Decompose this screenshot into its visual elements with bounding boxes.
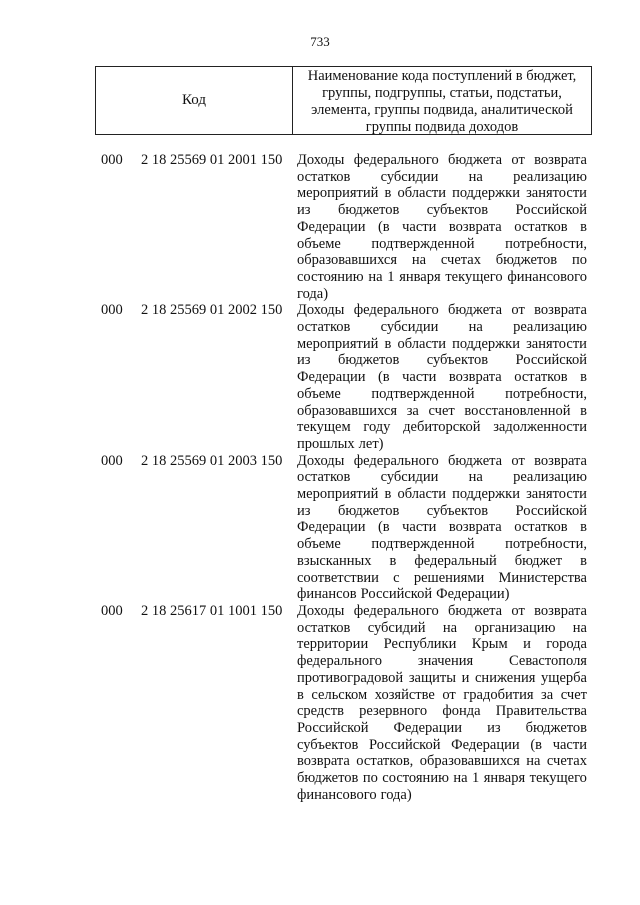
header-name-line: элемента, группы подвида, аналитической [311, 102, 573, 118]
revenue-code: 2 18 25569 01 2001 150 [141, 152, 283, 168]
name-line: остатков субсидии на реализацию [297, 168, 587, 185]
name-line: остатков субсидий на организацию на [297, 619, 587, 636]
name-line: бюджетов по состоянию на 1 января текущего [297, 770, 587, 787]
name-line: территории Республики Крым и города [297, 636, 587, 653]
name-line: мероприятий в области поддержки занятости [297, 486, 587, 503]
name-line: остатков субсидии на реализацию [297, 469, 587, 486]
header-table [95, 66, 592, 135]
name-line: в сельском хозяйстве от градобития за счет [297, 686, 587, 703]
name-line: финансового года) [297, 786, 412, 803]
revenue-code: 2 18 25617 01 1001 150 [141, 602, 283, 619]
header-code-label: Код [96, 67, 293, 134]
name-line: взысканных в федеральный бюджет в [297, 552, 587, 569]
name-line: противоградовой защиты и снижения ущерба [297, 669, 587, 686]
header-name-label [293, 67, 591, 134]
admin-code: 000 [101, 302, 123, 319]
name-line: Доходы федерального бюджета от возврата [297, 602, 587, 619]
name-line: остатков субсидии на реализацию [297, 319, 587, 336]
revenue-code: 2 18 25569 01 2002 150 [141, 302, 283, 319]
name-line: образовавшихся за счет восстановленной в [297, 402, 587, 419]
revenue-code-list [0, 152, 640, 803]
name-line: из бюджетов субъектов Российской [297, 202, 587, 219]
name-line: объеме подтвержденной потребности, [297, 536, 587, 553]
name-line: Федерации (в части возврата остатков в [297, 369, 587, 386]
name-line: возврата остатков, образовавшихся на счетах [297, 753, 587, 770]
name-line: года) [297, 285, 329, 302]
name-line: Федерации (в части возврата остатков в [297, 218, 587, 235]
admin-code: 000 [101, 602, 123, 619]
name-line: из бюджетов субъектов Российской [297, 352, 587, 369]
name-line: прошлых лет) [297, 435, 384, 452]
name-line: состоянию на 1 января текущего финансового [297, 268, 587, 285]
name-line: мероприятий в области поддержки занятости [297, 335, 587, 352]
admin-code: 000 [101, 152, 123, 168]
name-line: субъектов Российской Федерации (в части [297, 736, 587, 753]
name-line: Российской Федерации из бюджетов [297, 719, 587, 736]
header-name-line: Наименование кода поступлений в бюджет, [307, 68, 577, 84]
name-line: соответствии с решениями Министерства [297, 569, 587, 586]
name-line: объеме подтвержденной потребности, [297, 385, 587, 402]
name-line: Доходы федерального бюджета от возврата [297, 152, 587, 168]
name-line: объеме подтвержденной потребности, [297, 235, 587, 252]
name-line: текущем году дебиторской задолженности [297, 419, 587, 436]
name-line: средств резервного фонда Правительства [297, 703, 587, 720]
name-line: мероприятий в области поддержки занятости [297, 185, 587, 202]
name-line: федерального значения Севастополя [297, 653, 587, 670]
name-line: финансов Российской Федерации) [297, 586, 510, 603]
name-line: Доходы федерального бюджета от возврата [297, 452, 587, 469]
header-name-line: группы, подгруппы, статьи, подстатьи, [322, 85, 562, 101]
page-number: 733 [310, 34, 330, 49]
table-row [0, 302, 640, 452]
revenue-name [297, 603, 587, 803]
table-row [0, 603, 640, 803]
revenue-code: 2 18 25569 01 2003 150 [141, 452, 283, 469]
header-name-line: группы подвида доходов [365, 119, 519, 135]
revenue-name [297, 152, 587, 302]
table-row [0, 453, 640, 603]
revenue-name [297, 302, 587, 452]
admin-code: 000 [101, 452, 123, 469]
name-line: Федерации (в части возврата остатков в [297, 519, 587, 536]
table-row [0, 152, 640, 302]
name-line: Доходы федерального бюджета от возврата [297, 302, 587, 319]
name-line: из бюджетов субъектов Российской [297, 502, 587, 519]
name-line: образовавшихся на счетах бюджетов по [297, 252, 587, 269]
revenue-name [297, 453, 587, 603]
